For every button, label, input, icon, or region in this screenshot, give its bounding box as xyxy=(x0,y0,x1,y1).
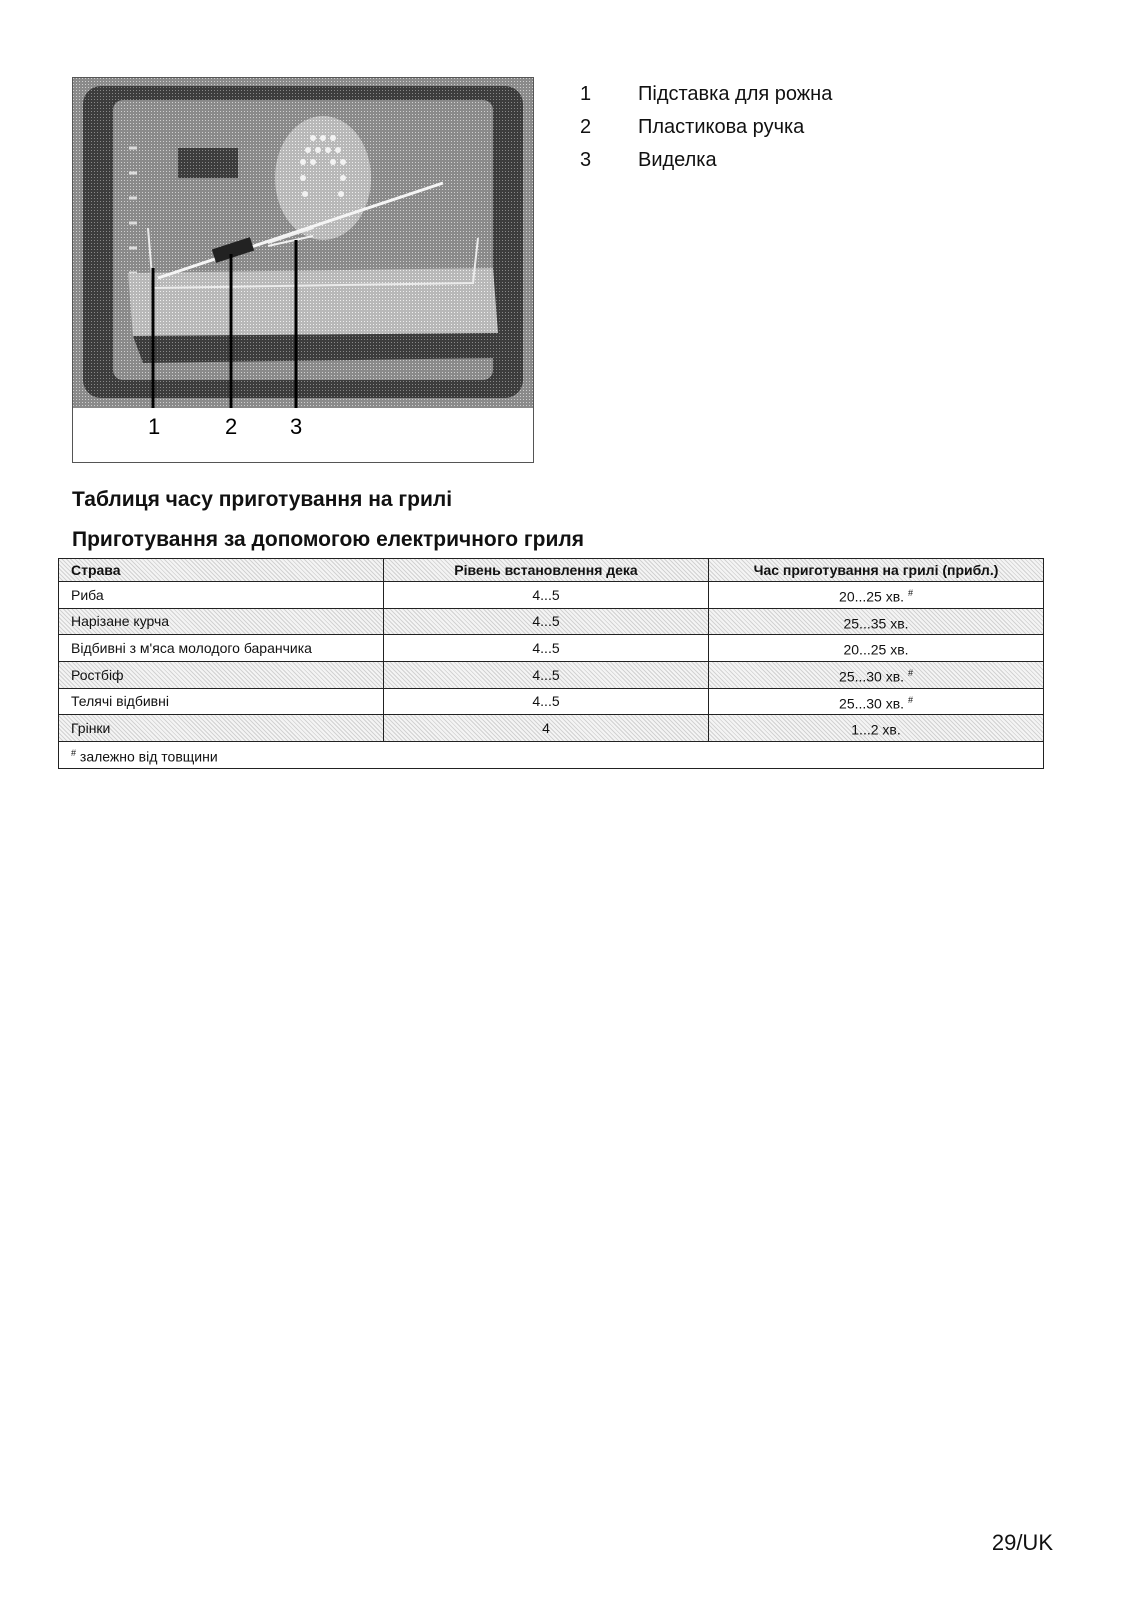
table-row xyxy=(59,582,1044,609)
page-number: 29/UK xyxy=(991,1530,1053,1555)
table-row xyxy=(59,715,1044,742)
table-row xyxy=(59,688,1044,715)
cell-time: 25...30 хв. # xyxy=(709,688,1044,715)
column-header-level: Рівень встановлення дека xyxy=(384,559,709,582)
legend-label: Підставка для рожна xyxy=(638,83,833,105)
column-header-dish: Страва xyxy=(59,559,384,582)
table-footnote-row xyxy=(59,741,1044,768)
footnote-marker: # xyxy=(71,747,77,758)
cell-time: 20...25 хв. xyxy=(709,635,1044,662)
legend-number: 2 xyxy=(580,116,592,138)
cell-time: 25...30 хв. # xyxy=(709,661,1044,688)
cell-level: 4...5 xyxy=(384,688,709,715)
footnote-marker: # xyxy=(907,667,913,678)
cell-dish: Нарізане курча xyxy=(59,608,384,635)
cell-dish: Телячі відбивні xyxy=(59,688,384,715)
cell-dish: Грінки xyxy=(59,715,384,742)
table-header-row xyxy=(59,559,1044,582)
cell-level: 4...5 xyxy=(384,608,709,635)
cell-level: 4...5 xyxy=(384,635,709,662)
oven-interior-illustration xyxy=(73,78,533,462)
legend-item xyxy=(580,78,1000,111)
cell-level: 4...5 xyxy=(384,582,709,609)
legend-label: Пластикова ручка xyxy=(638,116,805,138)
legend-item xyxy=(580,111,1000,144)
cell-time: 20...25 хв. # xyxy=(709,582,1044,609)
callout-label-2: 2 xyxy=(225,414,238,439)
legend-number: 3 xyxy=(580,149,592,171)
cell-time: 25...35 хв. xyxy=(709,608,1044,635)
section-subtitle: Приготування за допомогою електричного гриля xyxy=(72,528,584,551)
cell-dish: Риба xyxy=(59,582,384,609)
footnote-marker: # xyxy=(907,694,913,705)
callout-label-1: 1 xyxy=(148,414,161,439)
figure-legend xyxy=(580,78,1000,177)
grill-time-table xyxy=(58,558,1044,769)
cell-time: 1...2 хв. xyxy=(709,715,1044,742)
cell-dish: Відбивні з м'яса молодого баранчика xyxy=(59,635,384,662)
legend-item xyxy=(580,144,1000,177)
oven-rotisserie-figure xyxy=(72,77,534,463)
table-row xyxy=(59,608,1044,635)
column-header-time: Час приготування на грилі (прибл.) xyxy=(709,559,1044,582)
cell-dish: Ростбіф xyxy=(59,661,384,688)
legend-number: 1 xyxy=(580,83,592,105)
table-row xyxy=(59,661,1044,688)
table-footnote: # залежно від товщини xyxy=(59,741,1044,768)
footnote-marker: # xyxy=(907,588,913,598)
cell-level: 4 xyxy=(384,715,709,742)
section-title: Таблиця часу приготування на грилі xyxy=(72,488,453,511)
cell-level: 4...5 xyxy=(384,661,709,688)
table-row xyxy=(59,635,1044,662)
legend-label: Виделка xyxy=(638,149,717,171)
callout-label-3: 3 xyxy=(290,414,303,439)
